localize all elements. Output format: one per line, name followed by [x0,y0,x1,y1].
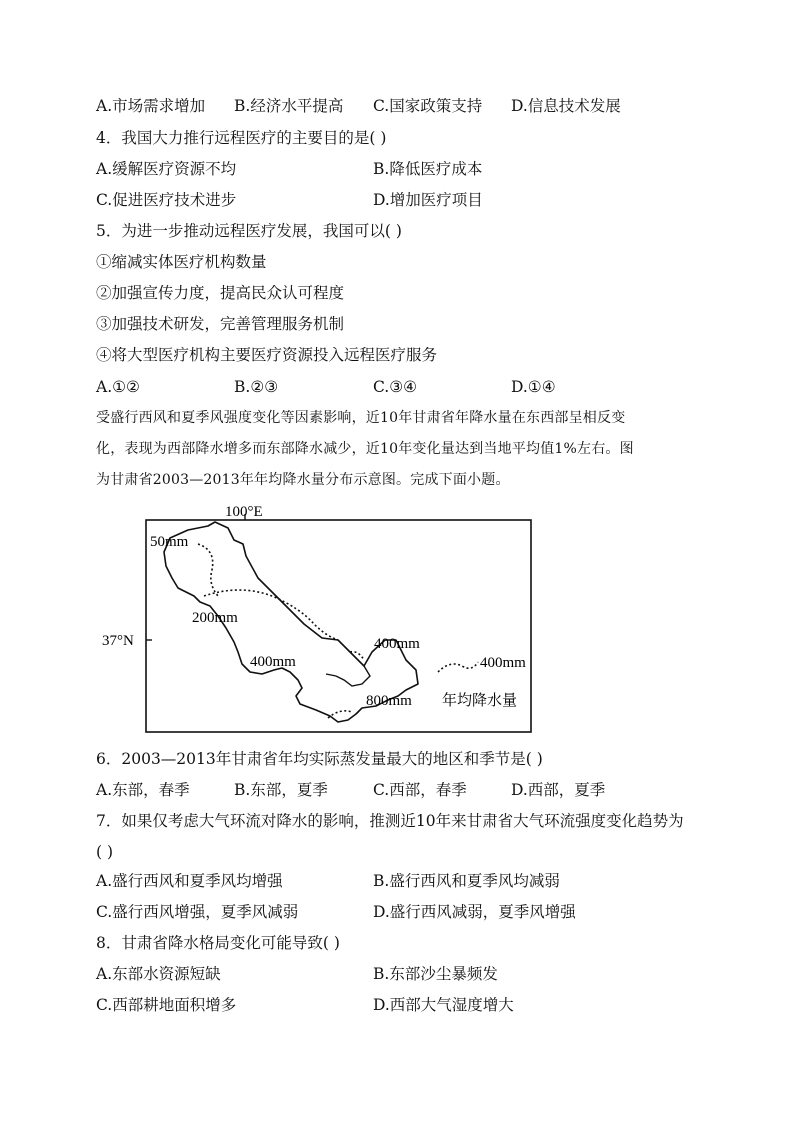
q4-option-b[interactable]: B.降低医疗成本 [373,160,483,178]
passage-line-2: 化，表现为西部降水增多而东部降水减少，近10年变化量达到当地平均值1%左右。图 [96,441,634,457]
isohyet-label-800: 800mm [366,693,412,709]
q4-option-d[interactable]: D.增加医疗项目 [373,191,483,209]
q7-stem-continued: ( ) [96,843,114,861]
eastern-boundary [326,666,370,686]
q4-stem: 4．我国大力推行远程医疗的主要目的是( ) [96,129,387,147]
q6-option-a[interactable]: A.东部，春季 [96,781,190,799]
q5-statement-4: ④将大型医疗机构主要医疗资源投入远程医疗服务 [96,346,438,364]
q5-option-b[interactable]: B.②③ [234,378,279,396]
isohyet-50mm [198,544,218,596]
q5-option-a[interactable]: A.①② [96,378,140,396]
q7-option-c[interactable]: C.盛行西风增强，夏季风减弱 [96,903,299,921]
q8-option-b[interactable]: B.东部沙尘暴频发 [373,965,498,983]
q3-option-a[interactable]: A.市场需求增加 [96,97,206,115]
passage-line-1: 受盛行西风和夏季风强度变化等因素影响，近10年甘肃省年降水量在东西部呈相反变 [96,410,626,426]
q7-option-b[interactable]: B.盛行西风和夏季风均减弱 [373,872,560,890]
q5-statement-1: ①缩减实体医疗机构数量 [96,253,267,271]
q7-option-d[interactable]: D.盛行西风减弱，夏季风增强 [373,903,576,921]
q5-stem: 5．为进一步推动远程医疗发展，我国可以( ) [96,222,402,240]
q8-option-d[interactable]: D.西部大气湿度增大 [373,996,514,1014]
isohyet-label-200: 200mm [192,610,238,626]
q5-statement-3: ③加强技术研发，完善管理服务机制 [96,315,345,333]
legend-value: 400mm [480,655,526,671]
q7-option-a[interactable]: A.盛行西风和夏季风均增强 [96,872,283,890]
longitude-label: 100°E [225,504,263,520]
q5-option-d[interactable]: D.①④ [511,378,556,396]
isohyet-label-400-center: 400mm [250,654,296,670]
q8-option-c[interactable]: C.西部耕地面积增多 [96,996,237,1014]
q5-statement-2: ②加强宣传力度，提高民众认可程度 [96,284,345,302]
q8-stem: 8．甘肃省降水格局变化可能导致( ) [96,934,340,952]
q3-option-d[interactable]: D.信息技术发展 [511,97,621,115]
q6-stem: 6．2003—2013年甘肃省年均实际蒸发量最大的地区和季节是( ) [96,750,543,768]
passage-line-3: 为甘肃省2003—2013年年均降水量分布示意图。完成下面小题。 [96,472,510,488]
q6-option-c[interactable]: C.西部，春季 [373,781,467,799]
q6-option-b[interactable]: B.东部，夏季 [234,781,328,799]
q3-option-b[interactable]: B.经济水平提高 [234,97,344,115]
q5-option-c[interactable]: C.③④ [373,378,418,396]
q8-option-a[interactable]: A.东部水资源短缺 [96,965,221,983]
latitude-label: 37°N [102,633,134,649]
q6-option-d[interactable]: D.西部，夏季 [511,781,606,799]
q4-option-a[interactable]: A.缓解医疗资源不均 [96,160,237,178]
legend-title: 年均降水量 [442,693,518,709]
isohyet-label-400-east: 400mm [374,636,420,652]
q3-option-c[interactable]: C.国家政策支持 [373,97,483,115]
q4-option-c[interactable]: C.促进医疗技术进步 [96,191,237,209]
gansu-precipitation-map [100,500,560,740]
isohyet-label-50: 50mm [150,534,189,550]
legend-isohyet-symbol [438,662,478,672]
q7-stem: 7．如果仅考虑大气环流对降水的影响，推测近10年来甘肃省大气环流强度变化趋势为 [96,812,684,830]
